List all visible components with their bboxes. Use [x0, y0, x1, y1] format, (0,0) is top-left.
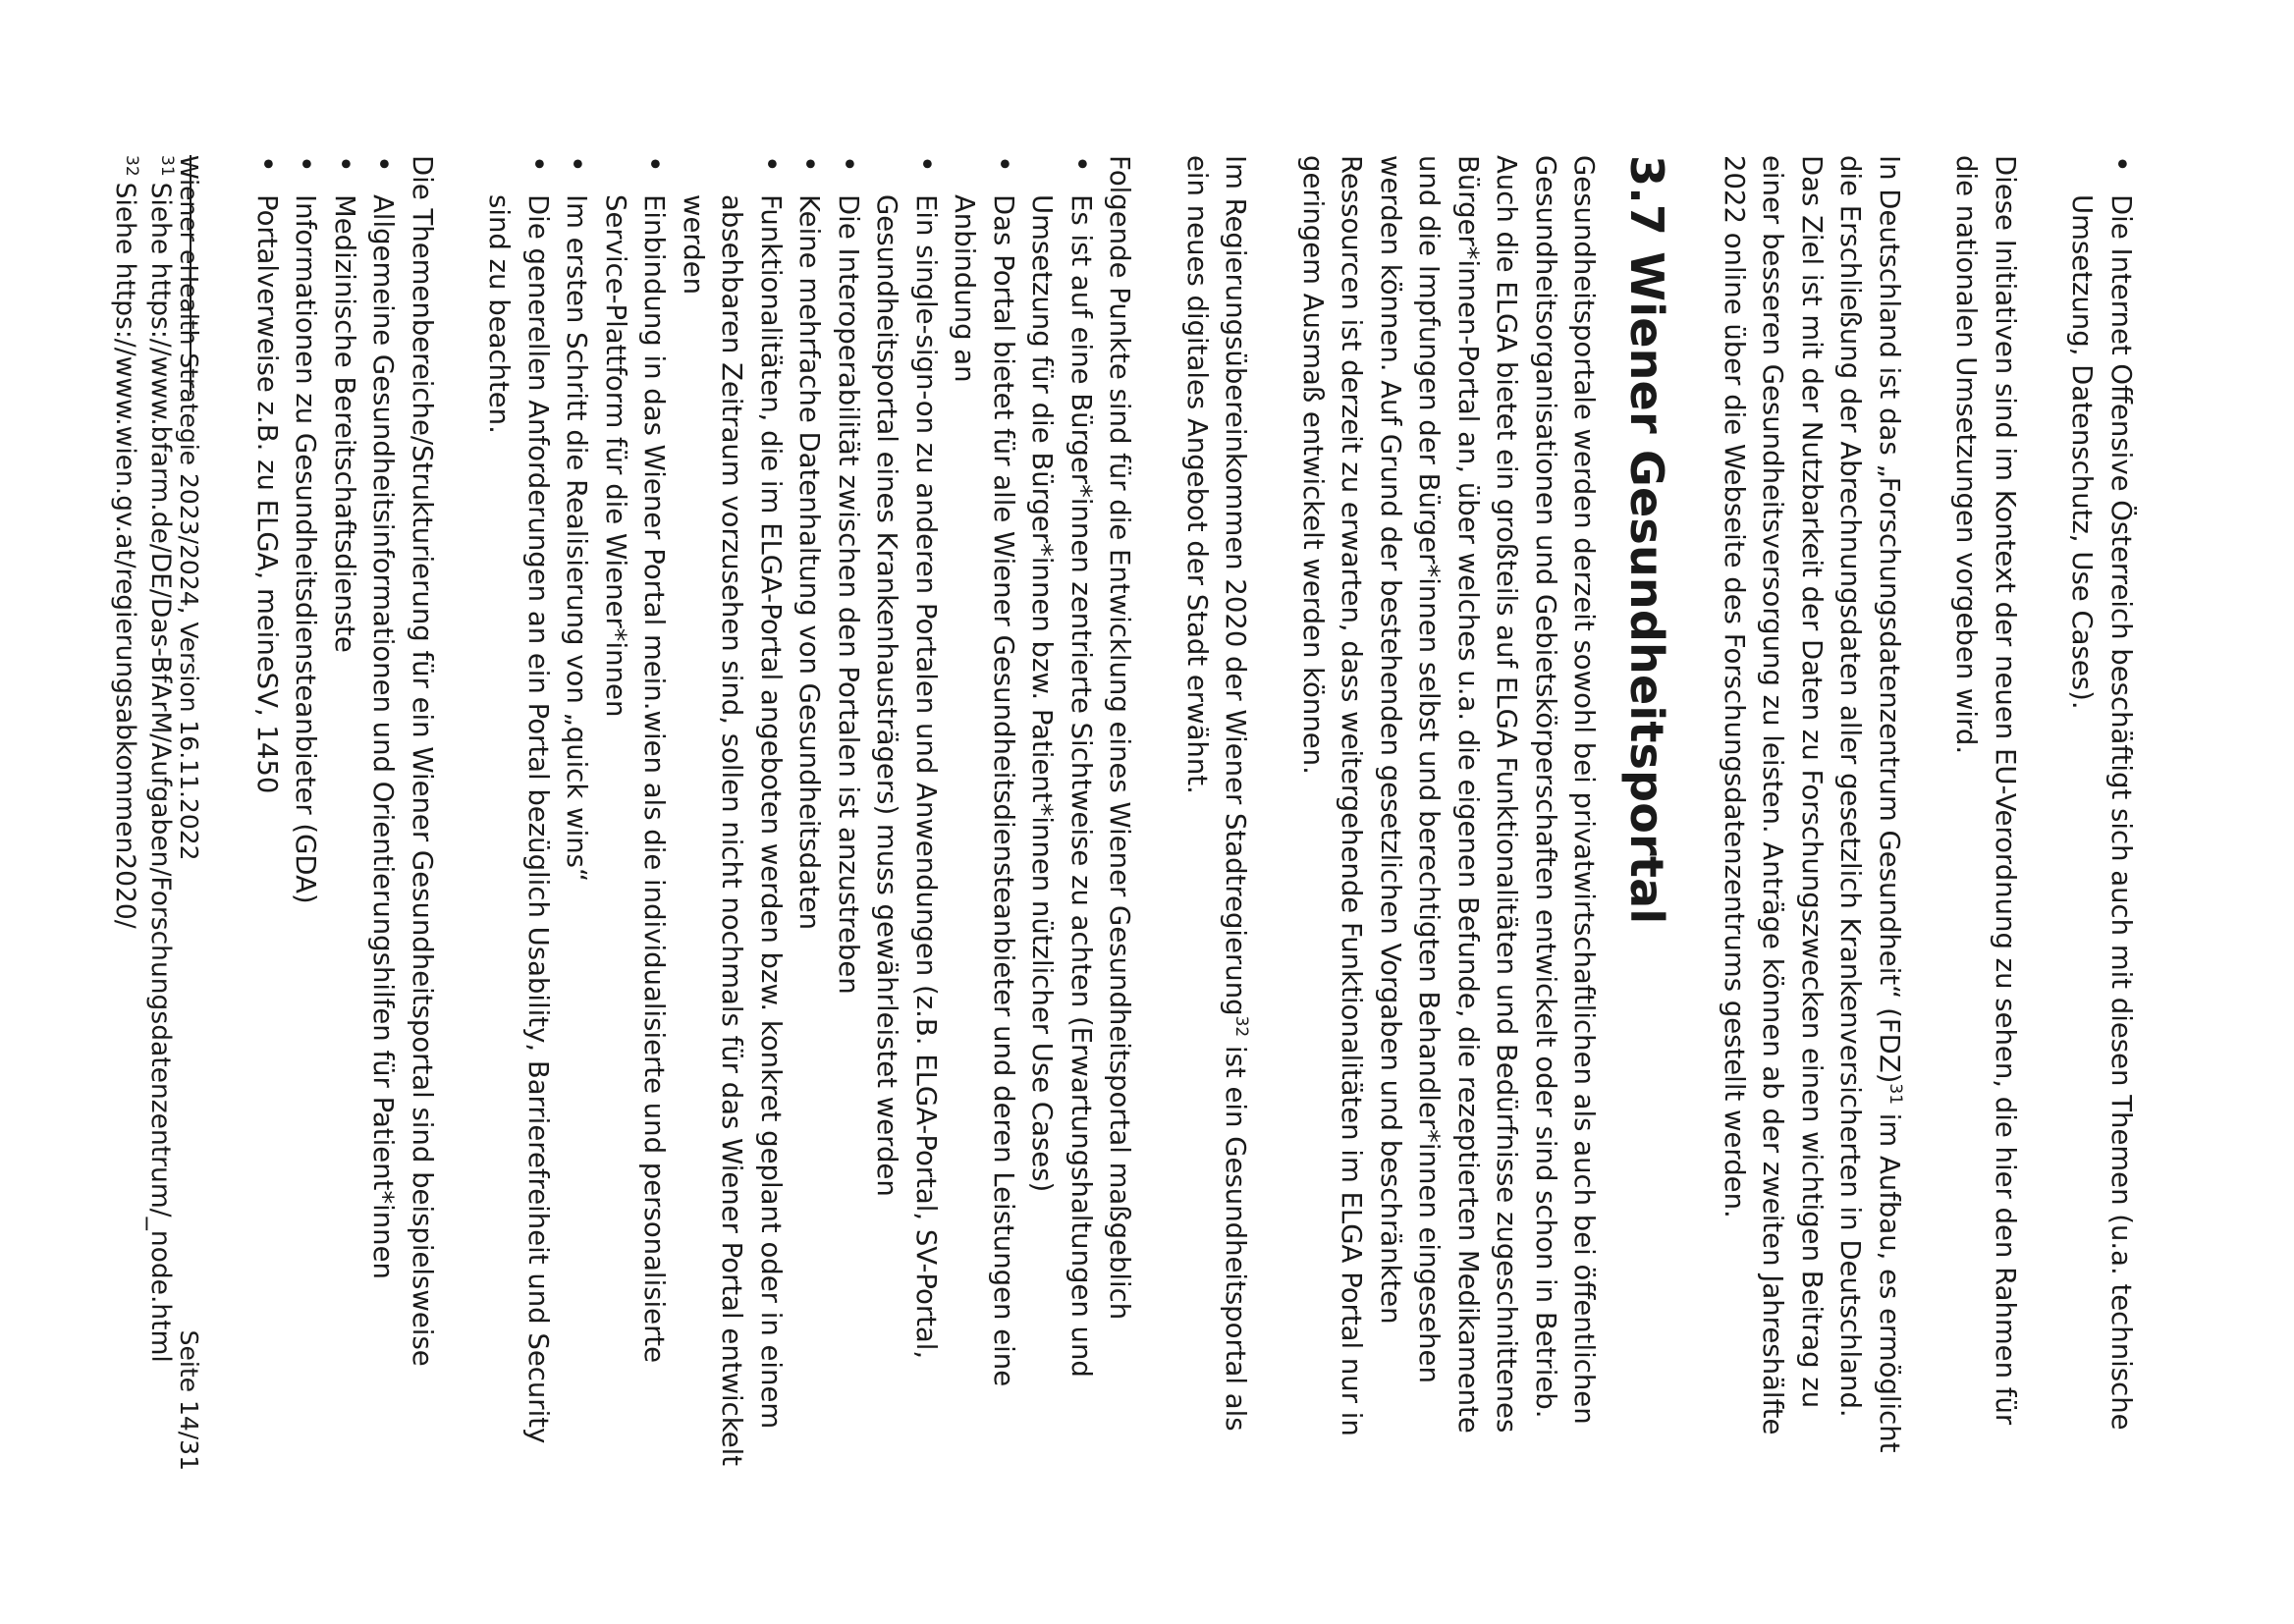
list-item: • Das Portal bietet für alle Wiener Gesundheitsdiensteanbieter und deren Leistungen eine Anbindung an	[945, 155, 1022, 1471]
paragraph-agreement-text-2: ist ein Gesundheitsportal als ein neues digitales Angebot der Stadt erwähnt.	[1181, 155, 1252, 1432]
footnote-number: 31	[157, 155, 178, 177]
bullet-list-top	[2062, 155, 2140, 1471]
paragraph-fdz-text-1: In Deutschland ist das „Forschungsdatenzentrum Gesundheit“ (FDZ)	[1874, 155, 1905, 1084]
footer-page-number: Seite 14/31	[175, 1329, 203, 1471]
list-item: • Keine mehrfache Datenhaltung von Gesundheitsdaten	[790, 155, 829, 1471]
list-item: • Einbindung in das Wiener Portal mein.wien als die individualisierte und personalisierte Service-Plattform für die Wiener*innen	[596, 155, 674, 1471]
footnote-link[interactable]: Siehe https://www.wien.gv.at/regierungsabkommen2020/	[110, 182, 141, 929]
points-intro: Folgende Punkte sind für die Entwicklung eines Wiener Gesundheitsportal maßgeblich	[1104, 155, 1136, 1321]
list-item: • Allgemeine Gesundheitsinformationen und Orientierungshilfen für Patient*innen	[363, 155, 403, 1471]
paragraph-portals: Gesundheitsportale werden derzeit sowohl bei privatwirtschaftlichen als auch bei öffentlichen Gesundheitsorganisationen und Gebietskörperschaften entwickelt oder sind schon in Betrieb. Auch die ELGA bietet ein großteils auf ELGA Funktionalitäten und Bedürfnisse zugeschnittenes Bürger*innen-Portal an, über welches u.a. die eigenen Befunde, die rezeptierten Medikamente und die Impfungen der Bürger*innen selbst und berechtigten Behandler*innen eingesehen werden können. Auf Grund der bestehenden gesetzlichen Vorgaben und beschränkten Ressourcen ist derzeit zu erwarten, dass weitergehende Funktionalitäten im ELGA Portal nur in geringem Ausmaß entwickelt werden können.	[1297, 155, 1601, 1436]
list-item: • Die generellen Anforderungen an ein Portal bezüglich Usability, Barrierefreiheit und Security sind zu beachten.	[479, 155, 557, 1471]
footer-document-title: Wiener eHealth Strategie 2023/2024, Version 16.11.2022	[175, 155, 203, 861]
bullet-list-points	[479, 155, 1100, 1471]
footnote-ref-31[interactable]: 31	[1885, 1083, 1906, 1106]
paragraph-fdz-text-2: im Aufbau, es ermöglicht die Erschließung der Abrechnungsdaten aller gesetzlich Krankenversicherten in Deutschland. Das Ziel ist mit der Nutzbarkeit der Daten zu Forschungszwecken einen wichtigen Beitrag zu einer besseren Gesundheitsversorgung zu leisten. Anträge können ab der zweiten Jahreshälfte 2022 online über die Webseite des Forschungsdatenzentrums gestellt werden.	[1719, 155, 1905, 1453]
list-item: • Portalverweise z.B. zu ELGA, meineSV, 1450	[247, 155, 287, 1471]
bullet-list-topics	[247, 155, 403, 1471]
list-item: • Informationen zu Gesundheitsdiensteanbieter (GDA)	[286, 155, 325, 1471]
footnote-number: 32	[122, 155, 142, 177]
list-item: • Die Internet Offensive Österreich beschäftigt sich auch mit diesen Themen (u.a. technische Umsetzung, Datenschutz, Use Cases).	[2062, 155, 2140, 1471]
paragraph-initiatives: Diese Initiativen sind im Kontext der neuen EU-Verordnung zu sehen, die hier den Rahmen für die nationalen Umsetzungen vorgeben wird.	[1950, 155, 2021, 1426]
paragraph-agreement	[1177, 155, 1255, 1471]
footnote-32	[108, 155, 143, 1471]
list-item: • Im ersten Schritt die Realisierung von „quick wins“	[557, 155, 596, 1471]
section-heading: 3.7 Wiener Gesundheitsportal	[1620, 155, 1674, 925]
list-item: • Funktionalitäten, die im ELGA-Portal angeboten werden bzw. konkret geplant oder in einem absehbaren Zeitraum vorzusehen sind, sollen nicht nochmals für das Wiener Portal entwickelt werden	[674, 155, 791, 1471]
footnote-link[interactable]: Siehe https://www.bfarm.de/DE/Das-BfArM/Aufgaben/Forschungsdatenzentrum/_node.html	[145, 182, 177, 1363]
page-content	[108, 155, 2141, 1471]
list-item: • Ein single-sign-on zu anderen Portalen und Anwendungen (z.B. ELGA-Portal, SV-Portal, Gesundheitsportal eines Krankenhausträgers) muss gewährleistet werden	[867, 155, 945, 1471]
footnotes	[108, 155, 179, 1471]
list-item: • Die Interoperabilität zwischen den Portalen ist anzustreben	[829, 155, 868, 1471]
list-item: • Es ist auf eine Bürger*innen zentrierte Sichtweise zu achten (Erwartungshaltungen und Umsetzung für die Bürger*innen bzw. Patient*innen nützlicher Use Cases)	[1022, 155, 1100, 1471]
list-item: • Medizinische Bereitschaftsdienste	[325, 155, 364, 1471]
paragraph-fdz	[1715, 155, 1909, 1471]
footnote-ref-32[interactable]: 32	[1231, 1015, 1252, 1038]
topics-intro: Die Themenbereiche/Strukturierung für ein Wiener Gesundheitsportal sind beispielsweise	[407, 155, 438, 1367]
paragraph-agreement-text-1: Im Regierungsübereinkommen 2020 der Wiener Stadtregierung	[1220, 155, 1252, 1016]
